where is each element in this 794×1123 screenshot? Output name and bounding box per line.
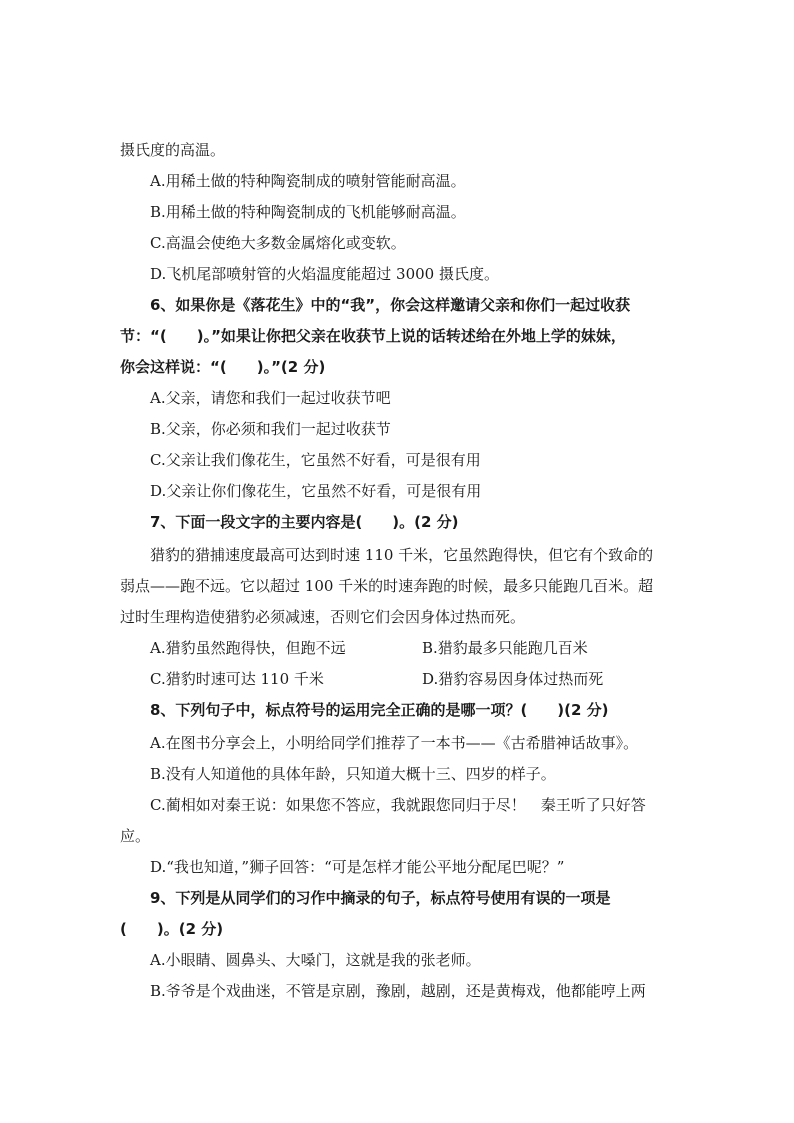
q6-option-a: A.父亲，请您和我们一起过收获节吧 — [150, 389, 391, 407]
q7-option-c: C.猎豹时速可达 110 千米 — [150, 670, 324, 688]
q7-passage-line-3: 过时生理构造使猎豹必须减速，否则它们会因身体过热而死。 — [120, 608, 526, 626]
q6-option-b: B.父亲，你必须和我们一起过收获节 — [150, 420, 391, 438]
q5-option-c: C.高温会使绝大多数金属熔化或变软。 — [150, 234, 406, 252]
q8-option-a: A.在图书分享会上，小明给同学们推荐了一本书——《古希腊神话故事》。 — [150, 734, 639, 752]
q8-option-b: B.没有人知道他的具体年龄，只知道大概十三、四岁的样子。 — [150, 765, 556, 783]
q7-passage-line-1: 猎豹的猎捕速度最高可达到时速 110 千米，它虽然跑得快，但它有个致命的 — [150, 546, 654, 564]
q9-title-line-1: 9、下列是从同学们的习作中摘录的句子，标点符号使用有误的一项是 — [150, 889, 611, 907]
q7-option-d: D.猎豹容易因身体过热而死 — [422, 670, 604, 688]
q6-option-c: C.父亲让我们像花生，它虽然不好看，可是很有用 — [150, 451, 481, 469]
q7-option-a: A.猎豹虽然跑得快，但跑不远 — [150, 639, 346, 657]
q7-title: 7、下面一段文字的主要内容是( )。(2 分) — [150, 513, 459, 531]
q6-title-line-3: 你会这样说：“( )。”(2 分) — [120, 358, 326, 376]
q7-option-b: B.猎豹最多只能跑几百米 — [422, 639, 588, 657]
q7-options-row-2 — [150, 669, 710, 689]
q5-option-d: D.飞机尾部喷射管的火焰温度能超过 3000 摄氏度。 — [150, 265, 499, 283]
q6-option-d: D.父亲让你们像花生，它虽然不好看，可是很有用 — [150, 482, 482, 500]
q6-title-line-1: 6、如果你是《落花生》中的“我”，你会这样邀请父亲和你们一起过收获 — [150, 296, 631, 314]
q7-passage-line-2: 弱点——跑不远。它以超过 100 千米的时速奔跑的时候，最多只能跑几百米。超 — [120, 577, 654, 595]
q8-option-c: C.蔺相如对秦王说：如果您不答应，我就跟您同归于尽！ 秦王听了只好答 — [150, 796, 646, 814]
q6-title-line-2: 节：“( )。”如果让你把父亲在收获节上说的话转述给在外地上学的妹妹， — [120, 327, 626, 345]
q8-title: 8、下列句子中，标点符号的运用完全正确的是哪一项？( )(2 分) — [150, 701, 609, 719]
q5-option-b: B.用稀土做的特种陶瓷制成的飞机能够耐高温。 — [150, 203, 466, 221]
q7-options-row-1 — [150, 638, 710, 658]
prev-question-tail: 摄氏度的高温。 — [120, 141, 226, 159]
q9-title-line-2: ( )。(2 分) — [120, 920, 224, 938]
q5-option-a: A.用稀土做的特种陶瓷制成的喷射管能耐高温。 — [150, 172, 466, 190]
q8-option-d: D.“我也知道，”狮子回答：“可是怎样才能公平地分配尾巴呢？” — [150, 858, 565, 876]
q9-option-b: B.爷爷是个戏曲迷，不管是京剧，豫剧，越剧，还是黄梅戏，他都能哼上两 — [150, 982, 646, 1000]
q9-option-a: A.小眼睛、圆鼻头、大嗓门，这就是我的张老师。 — [150, 951, 481, 969]
q8-option-c-cont: 应。 — [120, 827, 151, 845]
